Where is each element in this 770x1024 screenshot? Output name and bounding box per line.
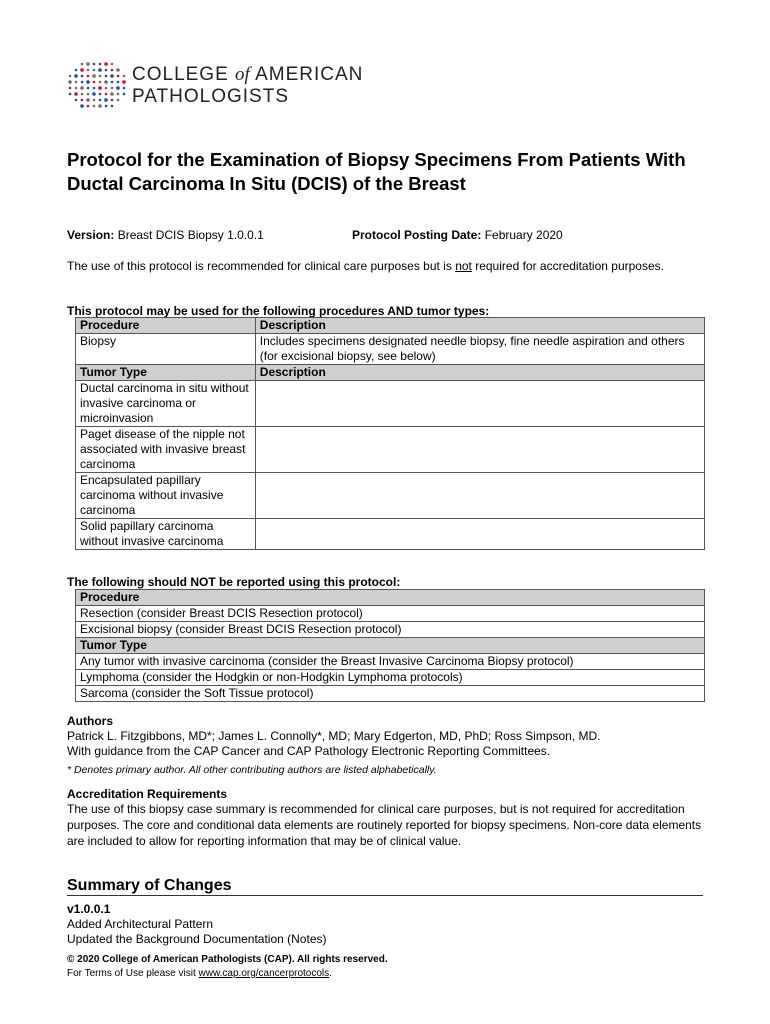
posting-label: Protocol Posting Date: — [352, 228, 482, 242]
table-row — [76, 622, 705, 638]
tumor-desc-cell — [255, 519, 704, 550]
table-row — [76, 638, 705, 654]
terms-line — [67, 966, 332, 982]
table-row — [76, 670, 705, 686]
logo-dot — [98, 86, 102, 90]
table-row — [76, 590, 705, 606]
logo-dot — [111, 63, 114, 66]
logo-dot — [117, 93, 120, 96]
logo-dot — [80, 104, 84, 108]
version-value: Breast DCIS Biopsy 1.0.0.1 — [117, 228, 264, 242]
logo-dot — [75, 87, 78, 90]
logo-dot — [86, 62, 90, 66]
logo-dot — [80, 86, 84, 90]
logo-dot — [123, 75, 126, 78]
logo-dot — [99, 75, 102, 78]
usage-pre: The use of this protocol is recommended for clinical care purposes but is — [67, 259, 456, 273]
logo-dot — [81, 81, 84, 84]
table-row — [76, 686, 705, 702]
changes-version: v1.0.0.1 — [67, 902, 111, 916]
tumor-cell: Lymphoma (consider the Hodgkin or non-Hodgkin Lymphoma protocols) — [76, 670, 705, 686]
logo-dot — [69, 75, 72, 78]
col-tumor-type: Tumor Type — [76, 638, 705, 654]
logo-dot — [93, 69, 96, 72]
tumor-cell: Encapsulated papillary carcinoma without invasive carcinoma — [76, 473, 256, 519]
logo-dot — [86, 80, 90, 84]
logo-dot — [87, 87, 90, 90]
tumor-cell: Paget disease of the nipple not associated with invasive breast carcinoma — [76, 427, 256, 473]
tumor-desc-cell — [255, 381, 704, 427]
terms-pre: For Terms of Use please visit — [67, 968, 199, 979]
logo-dot — [75, 99, 78, 102]
document-title: Protocol for the Examination of Biopsy Specimens From Patients With Ductal Carcinoma In Situ (DCIS) of the Breast — [67, 149, 686, 194]
logo-dot — [104, 98, 108, 102]
accreditation-heading: Accreditation Requirements — [67, 787, 228, 801]
logo-dot — [99, 81, 102, 84]
logo-dot — [104, 62, 108, 66]
logo-dot — [75, 81, 78, 84]
authors-names: Patrick L. Fitzgibbons, MD*; James L. Connolly*, MD; Mary Edgerton, MD, PhD; Ross Simpson, MD. — [67, 729, 601, 743]
logo-dot — [123, 93, 126, 96]
posting-date-line — [352, 228, 563, 242]
logo-dot — [80, 68, 84, 72]
tumor-cell: Any tumor with invasive carcinoma (consider the Breast Invasive Carcinoma Biopsy protocol) — [76, 654, 705, 670]
logo-dot — [111, 87, 114, 90]
logo-line1-a: COLLEGE — [132, 64, 229, 85]
logo-dot — [110, 92, 114, 96]
logo-dot — [117, 75, 120, 78]
table-row — [76, 334, 705, 365]
logo-dot — [87, 75, 90, 78]
col-procedure: Procedure — [76, 590, 705, 606]
col-procedure: Procedure — [76, 318, 256, 334]
logo-dot — [111, 105, 114, 108]
logo-dot — [87, 69, 90, 72]
version-line — [67, 228, 264, 242]
logo-dot — [93, 99, 96, 102]
procedure-cell: Biopsy — [76, 334, 256, 365]
logo-dot — [105, 93, 108, 96]
logo-dot — [111, 69, 114, 72]
cap-logo — [66, 60, 366, 110]
tumor-desc-cell — [255, 427, 704, 473]
logo-dot — [105, 75, 108, 78]
authors-note: * Denotes primary author. All other contributing authors are listed alphabetically. — [67, 764, 437, 776]
logo-dot — [117, 99, 120, 102]
logo-dot — [93, 105, 96, 108]
logo-dot — [87, 93, 90, 96]
change-item: Updated the Background Documentation (Notes) — [67, 932, 327, 946]
logo-dot — [93, 87, 96, 90]
logo-dot — [98, 68, 102, 72]
logo-dot — [116, 68, 120, 72]
used-for-table — [75, 317, 705, 550]
logo-dot — [93, 63, 96, 66]
tumor-cell: Sarcoma (consider the Soft Tissue protocol) — [76, 686, 705, 702]
usage-statement — [67, 258, 727, 274]
logo-wordmark — [132, 64, 363, 108]
logo-dot — [98, 104, 102, 108]
change-item: Added Architectural Pattern — [67, 917, 214, 931]
logo-dot — [117, 81, 120, 84]
logo-dot — [99, 63, 102, 66]
table-row — [76, 318, 705, 334]
table-row — [76, 654, 705, 670]
logo-dot — [74, 92, 78, 96]
usage-post: required for accreditation purposes. — [471, 259, 664, 273]
logo-line1-b: AMERICAN — [255, 64, 364, 85]
accreditation-text: The use of this biopsy case summary is recommended for clinical care purposes, but is not required for accreditation purposes. The core and conditional data elements are routinely reported for biopsy specimens. Non-core data elements are included to allow for reporting information that may be of clinical value. — [67, 802, 702, 848]
tumor-desc-cell — [255, 473, 704, 519]
logo-dot — [68, 80, 72, 84]
authors-heading: Authors — [67, 714, 113, 728]
logo-line2: PATHOLOGISTS — [132, 86, 289, 107]
tumor-cell: Ductal carcinoma in situ without invasive carcinoma or microinvasion — [76, 381, 256, 427]
procedure-desc-cell: Includes specimens designated needle biopsy, fine needle aspiration and others (for excisional biopsy, see below) — [255, 334, 704, 365]
logo-dot — [69, 93, 72, 96]
usage-not: not — [455, 259, 472, 273]
logo-dot — [111, 99, 114, 102]
logo-dot — [81, 75, 84, 78]
terms-post: . — [329, 968, 332, 979]
table-row — [76, 473, 705, 519]
logo-dot — [87, 105, 90, 108]
authors-guidance: With guidance from the CAP Cancer and CAP Pathology Electronic Reporting Committees. — [67, 744, 551, 758]
logo-line1-of: of — [235, 64, 250, 85]
logo-dot — [81, 99, 84, 102]
logo-dot — [111, 81, 114, 84]
logo-dot — [105, 69, 108, 72]
table-row — [76, 519, 705, 550]
table-row — [76, 365, 705, 381]
logo-dot — [92, 74, 96, 78]
posting-value: February 2020 — [484, 228, 563, 242]
copyright: © 2020 College of American Pathologists (CAP). All rights reserved. — [67, 954, 388, 965]
table-row — [76, 381, 705, 427]
procedure-cell: Excisional biopsy (consider Breast DCIS Resection protocol) — [76, 622, 705, 638]
logo-dot — [93, 81, 96, 84]
logo-dot — [81, 93, 84, 96]
not-reported-heading: The following should NOT be reported using this protocol: — [67, 575, 401, 589]
section-divider — [67, 895, 703, 896]
logo-dot — [110, 74, 114, 78]
col-tumor-description: Description — [255, 365, 704, 381]
not-reported-table — [75, 589, 705, 702]
logo-dot — [105, 105, 108, 108]
logo-dot — [92, 92, 96, 96]
logo-dot — [74, 74, 78, 78]
used-for-heading: This protocol may be used for the following procedures AND tumor types: — [67, 304, 490, 318]
table-row — [76, 606, 705, 622]
logo-dot — [75, 69, 78, 72]
logo-dot — [122, 80, 126, 84]
version-label: Version: — [67, 228, 115, 242]
logo-dot — [104, 80, 108, 84]
col-description: Description — [255, 318, 704, 334]
changes-heading: Summary of Changes — [67, 877, 232, 894]
logo-dot — [123, 87, 126, 90]
logo-dot — [99, 99, 102, 102]
logo-dot — [81, 63, 84, 66]
tumor-cell: Solid papillary carcinoma without invasive carcinoma — [76, 519, 256, 550]
logo-dot — [116, 86, 120, 90]
logo-dot — [105, 87, 108, 90]
col-tumor-type: Tumor Type — [76, 365, 256, 381]
terms-link[interactable]: www.cap.org/cancerprotocols — [198, 968, 330, 979]
procedure-cell: Resection (consider Breast DCIS Resection protocol) — [76, 606, 705, 622]
table-row — [76, 427, 705, 473]
cap-logo-dots-icon — [66, 60, 130, 110]
logo-dot — [86, 98, 90, 102]
logo-dot — [99, 93, 102, 96]
logo-dot — [69, 87, 72, 90]
